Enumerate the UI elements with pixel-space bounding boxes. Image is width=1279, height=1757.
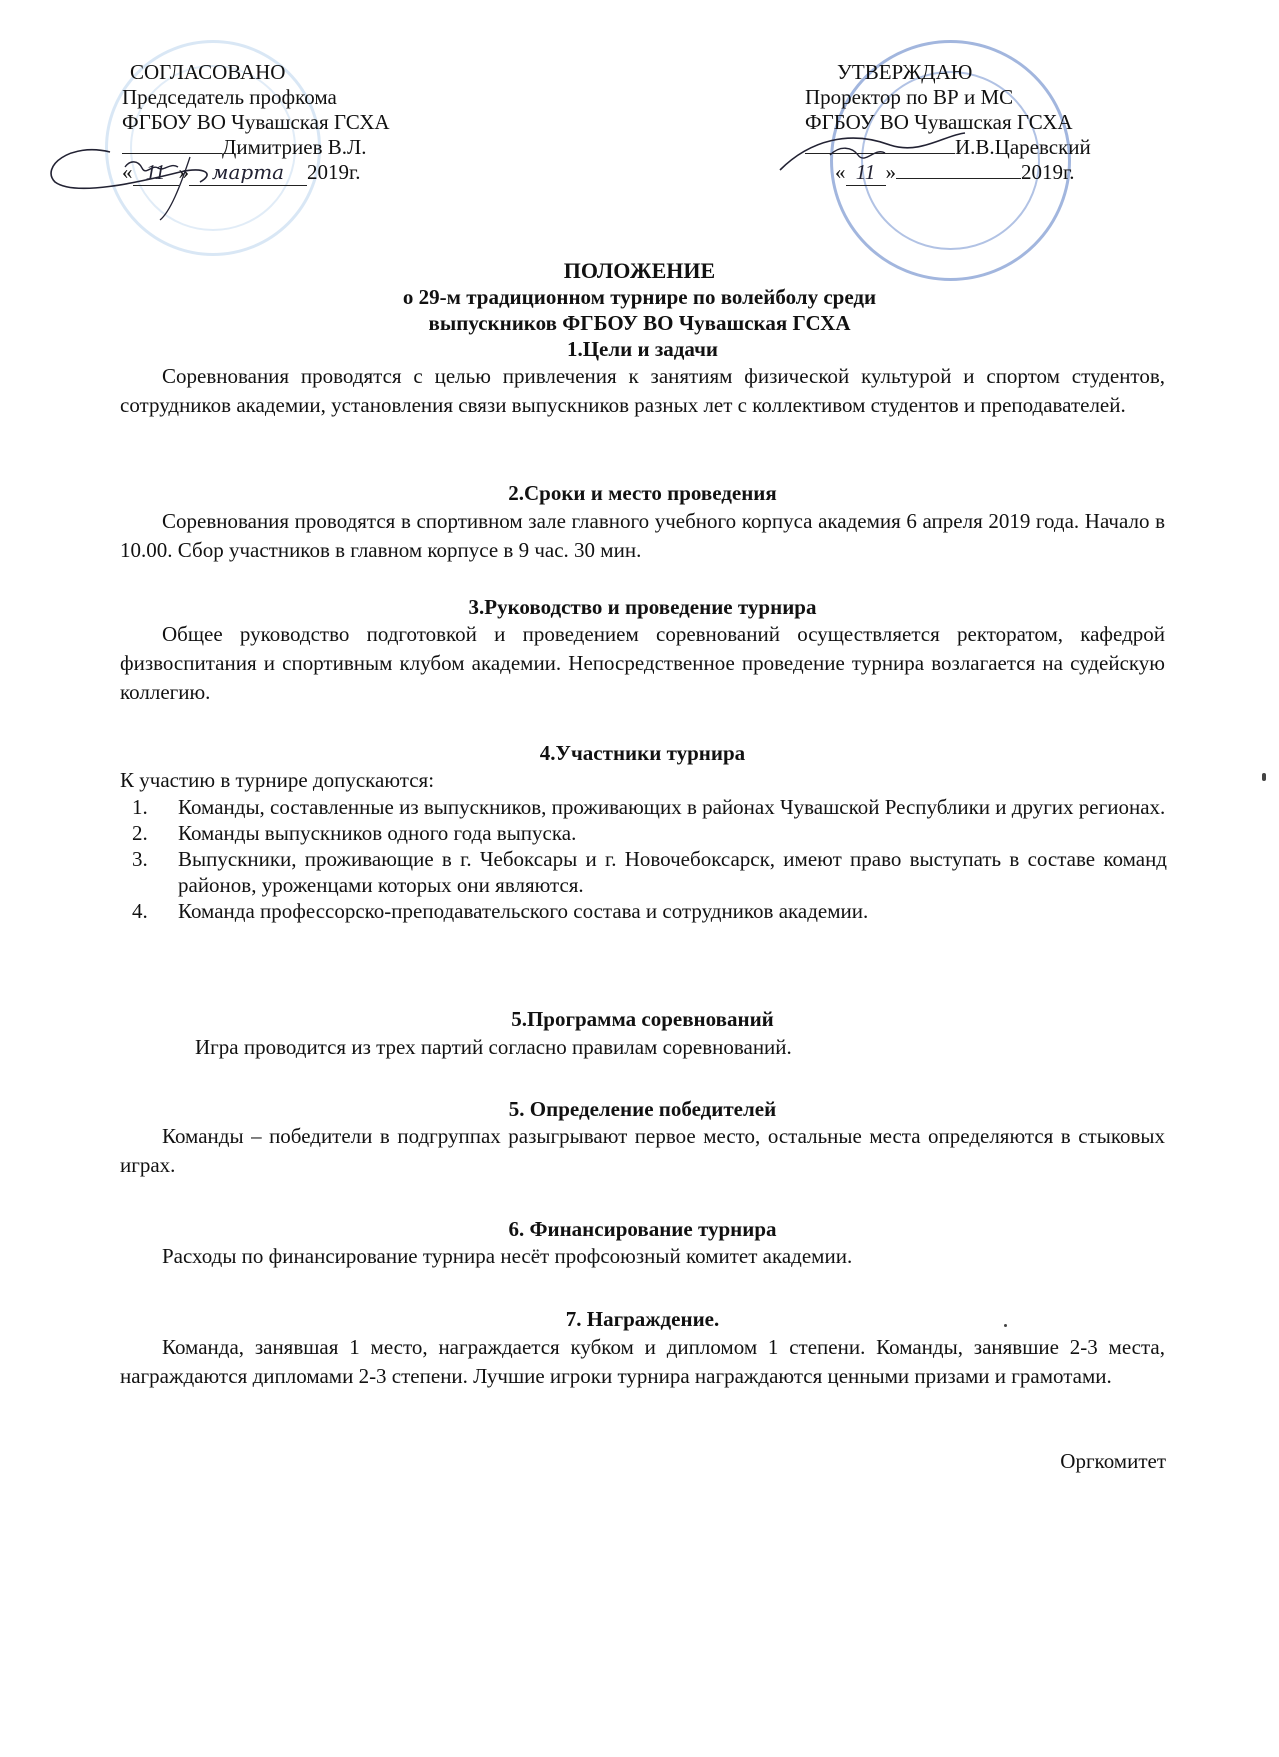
approval-left-day: 11 (133, 160, 179, 186)
approval-right-organization: ФГБОУ ВО Чувашская ГСХА (805, 110, 1073, 134)
approval-right-year: 2019г. (1021, 160, 1075, 184)
section-dates-text: Соревнования проводятся в спортивном зале главного учебного корпуса академия 6 апреля 2019 года. Начало в 10.00. Сбор участников в главном корпусе в 9 час. 30 мин. (120, 509, 1165, 562)
section-participants-heading: 4.Участники турнира (539, 741, 746, 765)
section-awards-text: Команда, занявшая 1 место, награждается кубком и дипломом 1 степени. Команды, занявшие 2-3 места, награждаются дипломами 2-3 степени. Лучшие игроки турнира награждаются ценными призами и грамотами. (120, 1335, 1165, 1388)
section-management-text: Общее руководство подготовкой и проведением соревнований осуществляется ректоратом, кафедрой физвоспитания и спортивным клубом академии. Непосредственное проведение турнира возлагается на судейскую коллегию. (120, 622, 1165, 704)
section-dates-heading: 2.Сроки и место проведения (508, 481, 777, 505)
list-item (132, 846, 1167, 898)
section-awards-heading: 7. Награждение. (565, 1307, 720, 1331)
list-item-number: 1. (132, 795, 148, 819)
list-item-number: 4. (132, 899, 148, 923)
section-participants-intro: К участию в турнире допускаются: (120, 768, 435, 792)
list-item-number: 2. (132, 821, 148, 845)
section-goals-heading: 1.Цели и задачи (566, 337, 719, 361)
signature-right (770, 125, 970, 185)
approval-right-name: И.В.Царевский (955, 135, 1091, 159)
date-close-quote: » (885, 160, 896, 184)
document-title: ПОЛОЖЕНИЕ (563, 258, 716, 283)
document-subtitle-line2: выпускников ФГБОУ ВО Чувашская ГСХА (428, 311, 851, 335)
approval-left-position: Председатель профкома (122, 85, 337, 109)
signature-left (30, 112, 230, 222)
date-open-quote: « (835, 160, 846, 184)
approval-left-month: марта (189, 160, 307, 186)
list-item-text: Команды, составленные из выпускников, проживающих в районах Чувашской Республики и других регионах. (178, 795, 1166, 819)
list-item (132, 898, 1167, 924)
list-item-number: 3. (132, 847, 148, 871)
date-open-quote: « (122, 160, 133, 184)
section-winners-heading: 5. Определение победителей (508, 1097, 777, 1121)
section-program-heading: 5.Программа соревнований (511, 1007, 774, 1031)
list-item-text: Команда профессорско-преподавательского состава и сотрудников академии. (178, 899, 869, 923)
approval-left-header: СОГЛАСОВАНО (130, 60, 286, 84)
section-financing-text: Расходы по финансирование турнира несёт профсоюзный комитет академии. (162, 1244, 853, 1268)
scan-speck (1262, 773, 1266, 781)
organizing-committee-signature: Оргкомитет (1060, 1449, 1166, 1473)
approval-right-day: 11 (846, 160, 886, 186)
section-management-heading: 3.Руководство и проведение турнира (468, 595, 817, 619)
approval-left-name: Димитриев В.Л. (222, 135, 367, 159)
scan-speck (1004, 1324, 1007, 1327)
participants-list (132, 794, 1167, 924)
document-title-block (0, 258, 1279, 336)
approval-right-header: УТВЕРЖДАЮ (837, 60, 973, 84)
approval-left-year: 2019г. (307, 160, 361, 184)
list-item-text: Выпускники, проживающие в г. Чебоксары и г. Новочебоксарск, имеют право выступать в составе команд районов, уроженцами которых они являются. (178, 847, 1167, 897)
section-program-text: Игра проводится из трех партий согласно правилам соревнований. (195, 1035, 792, 1059)
list-item (132, 794, 1167, 820)
section-financing-heading: 6. Финансирование турнира (508, 1217, 777, 1241)
date-close-quote: » (178, 160, 189, 184)
list-item (132, 820, 1167, 846)
document-subtitle-line1: о 29-м традиционном турнире по волейболу среди (402, 285, 877, 309)
approval-left-organization: ФГБОУ ВО Чувашская ГСХА (122, 110, 390, 134)
section-winners-text: Команды – победители в подгруппах разыгрывают первое место, остальные места определяются в стыковых играх. (120, 1124, 1165, 1177)
approval-right-position: Проректор по ВР и МС (805, 85, 1014, 109)
list-item-text: Команды выпускников одного года выпуска. (178, 821, 577, 845)
section-goals-text: Соревнования проводятся с целью привлечения к занятиям физической культурой и спортом студентов, сотрудников академии, установления связи выпускников разных лет с коллективом студентов и преподавателей. (120, 364, 1165, 417)
